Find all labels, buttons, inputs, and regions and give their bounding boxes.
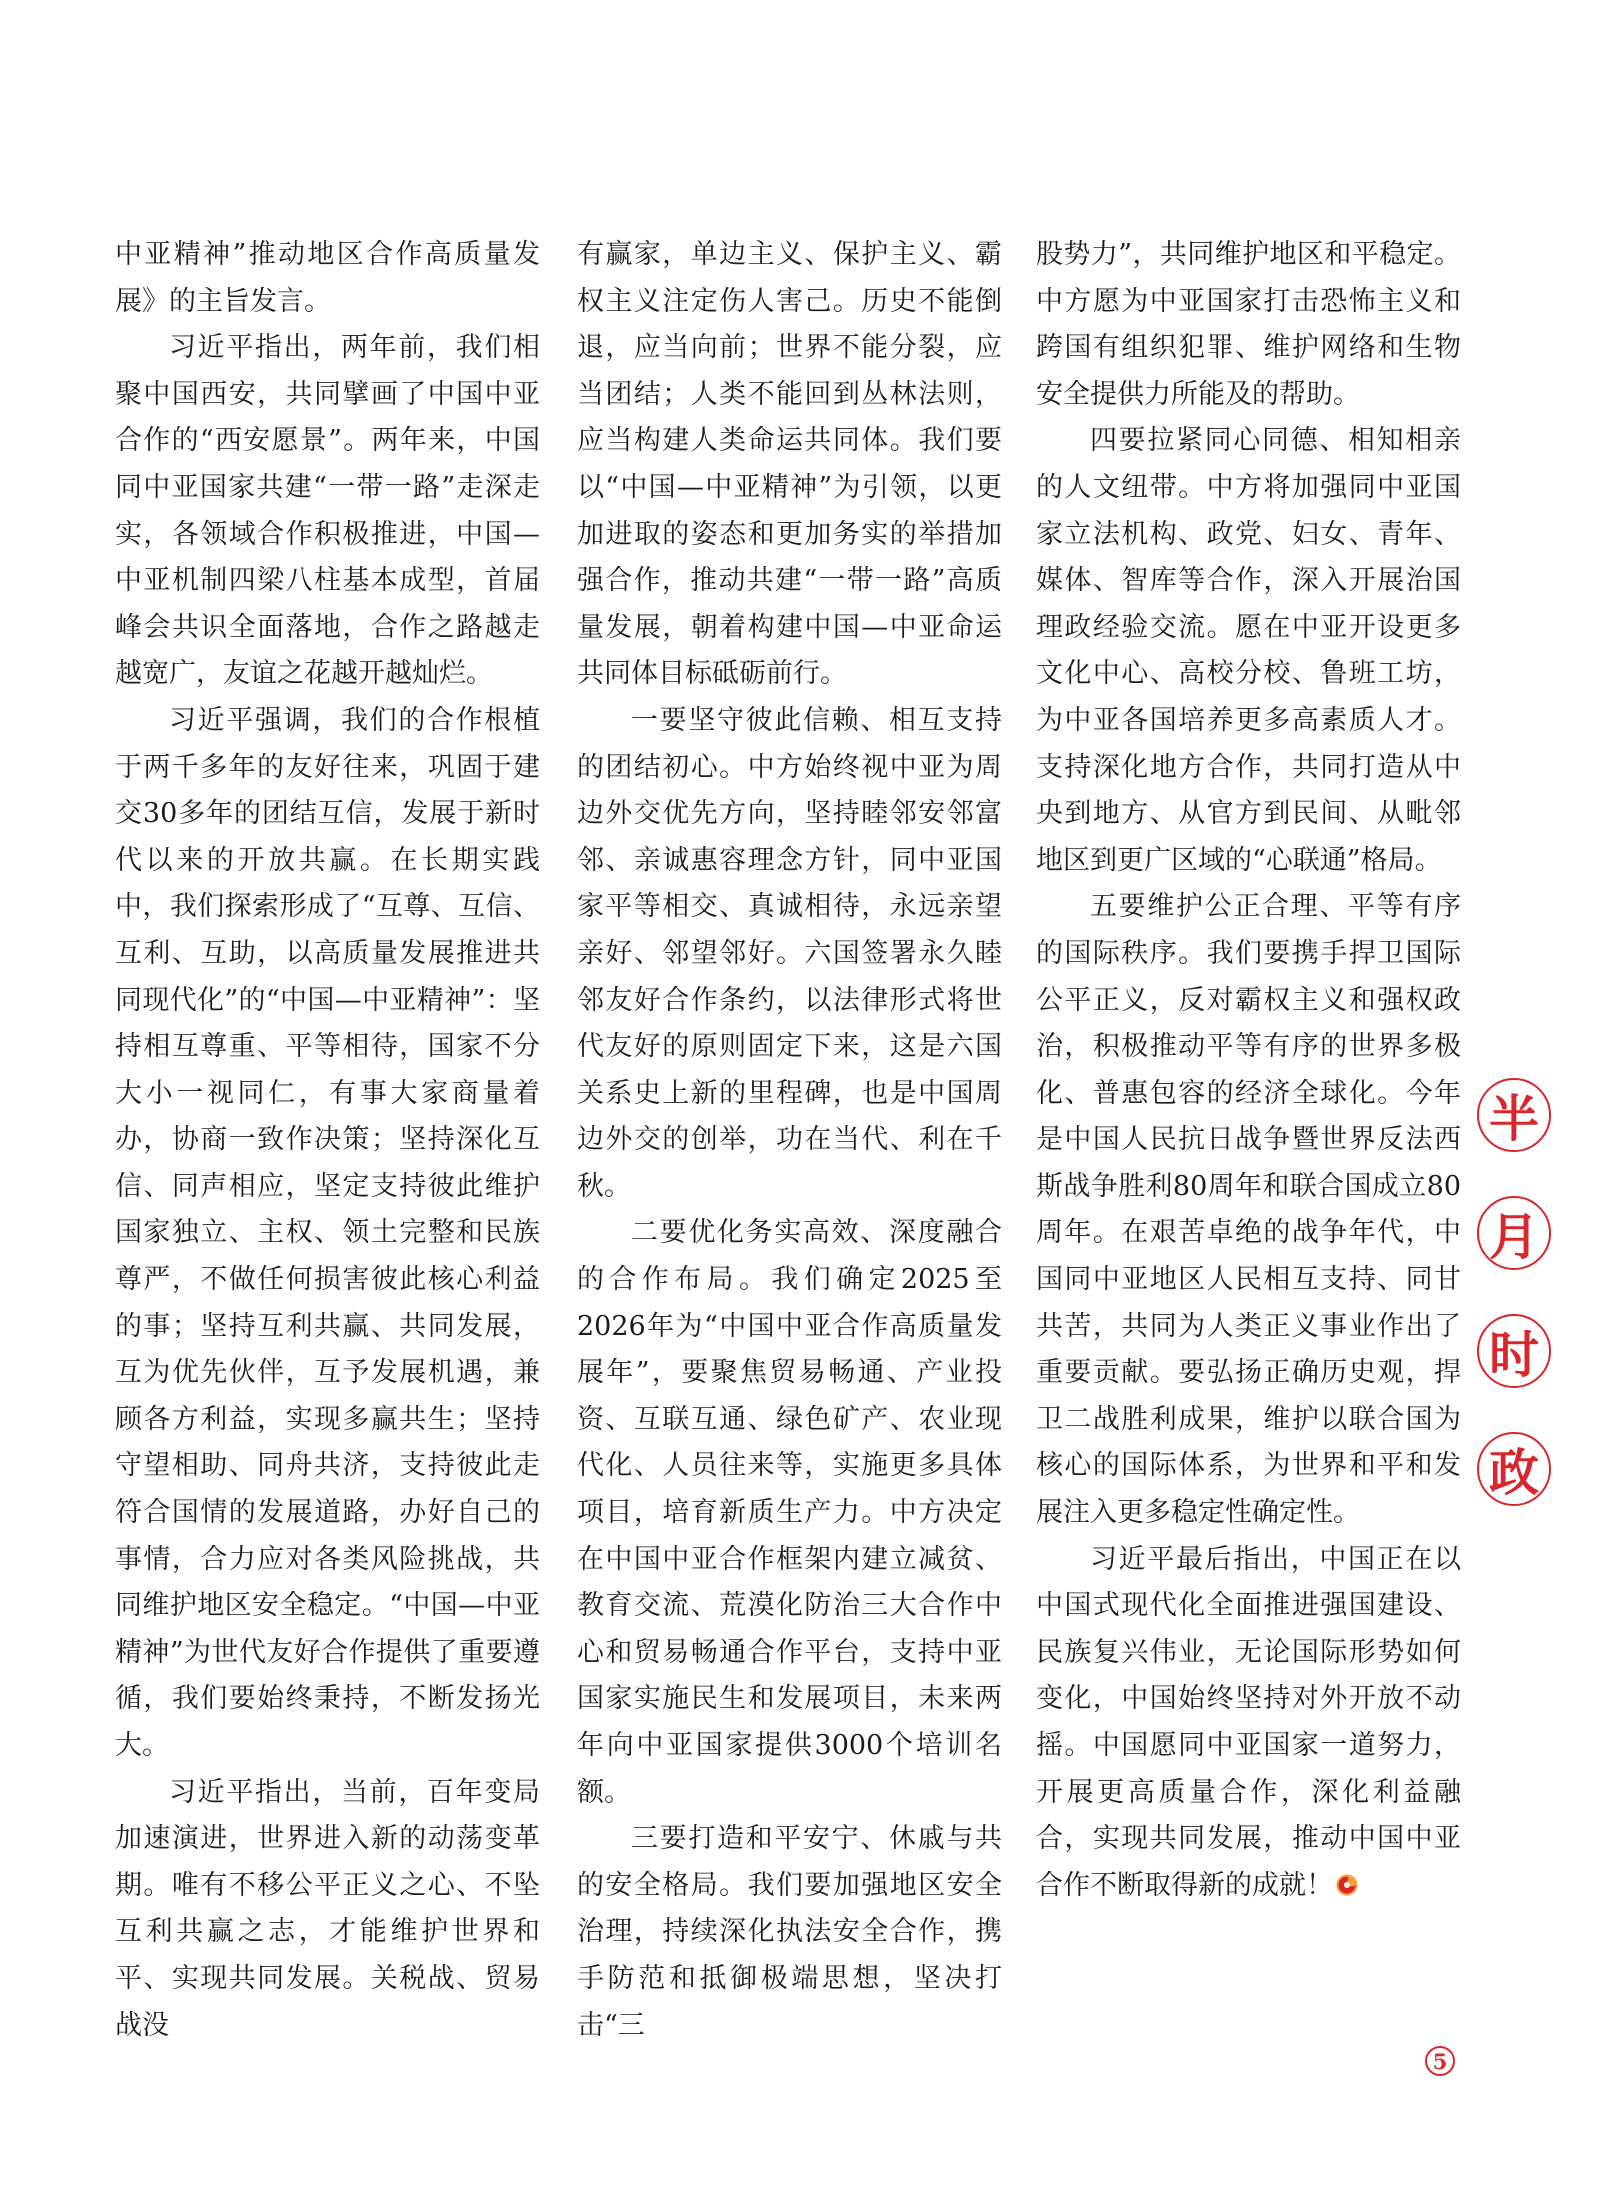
page-number: 5	[1425, 2046, 1455, 2076]
paragraph: 四要拉紧同心同德、相知相亲的人文纽带。中方将加强同中亚国家立法机构、政党、妇女、青年、媒体、智库等合作，深入开展治国理政经验交流。愿在中亚开设更多文化中心、高校分校、鲁班工坊，为中亚各国培养更多高素质人才。支持深化地方合作，共同打造从中央到地方、从官方到民间、从毗邻地区到更广区域的“心联通”格局。	[1036, 425, 1461, 876]
paragraph: 习近平强调，我们的合作根植于两千多年的友好往来，巩固于建交30多年的团结互信，发展于新时代以来的开放共赢。在长期实践中，我们探索形成了“互尊、互信、互利、互助，以高质量发展推进共同现代化”的“中国—中亚精神”：坚持相互尊重、平等相待，国家不分大小一视同仁，有事大家商量着办，协商一致作决策；坚持深化互信、同声相应，坚定支持彼此维护国家独立、主权、领土完整和民族尊严，不做任何损害彼此核心利益的事；坚持互利共赢、共同发展，互为优先伙伴，互予发展机遇，兼顾各方利益，实现多赢共生；坚持守望相助、同舟共济，支持彼此走符合国情的发展道路，办好自己的事情，合力应对各类风险挑战，共同维护地区安全稳定。“中国—中亚精神”为世代友好合作提供了重要遵循，我们要始终秉持，不断发扬光大。	[115, 704, 540, 1761]
article-column-3	[1036, 232, 1461, 1909]
article-column-1	[115, 232, 540, 2049]
column-title-char-3: 时	[1477, 1314, 1551, 1388]
paragraph	[1036, 1537, 1461, 1910]
paragraph: 二要优化务实高效、深度融合的合作布局。我们确定2025至2026年为“中国中亚合作高质量发展年”，要聚焦贸易畅通、产业投资、互联互通、绿色矿产、农业现代化、人员往来等，实施更多具体项目，培育新质生产力。中方决定在中国中亚合作框架内建立减贫、教育交流、荒漠化防治三大合作中心和贸易畅通合作平台，支持中亚国家实施民生和发展项目，未来两年向中亚国家提供3000个培训名额。	[577, 1217, 1002, 1808]
paragraph: 五要维护公正合理、平等有序的国际秩序。我们要携手捍卫国际公平正义，反对霸权主义和强权政治，积极推动平等有序的世界多极化、普惠包容的经济全球化。今年是中国人民抗日战争暨世界反法西斯战争胜利80周年和联合国成立80周年。在艰苦卓绝的战争年代，中国同中亚地区人民相互支持、同甘共苦，共同为人类正义事业作出了重要贡献。要弘扬正确历史观，捍卫二战胜利成果，维护以联合国为核心的国际体系，为世界和平和发展注入更多稳定性确定性。	[1036, 891, 1461, 1529]
paragraph: 习近平指出，当前，百年变局加速演进，世界进入新的动荡变革期。唯有不移公平正义之心、不坠互利共赢之志，才能维护世界和平、实现共同发展。关税战、贸易战没	[115, 1776, 540, 2041]
paragraph: 习近平指出，两年前，我们相聚中国西安，共同擘画了中国中亚合作的“西安愿景”。两年来，中国同中亚国家共建“一带一路”走深走实，各领域合作积极推进，中国—中亚机制四梁八柱基本成型，首届峰会共识全面落地，合作之路越走越宽广，友谊之花越开越灿烂。	[115, 332, 540, 690]
paragraph: 一要坚守彼此信赖、相互支持的团结初心。中方始终视中亚为周边外交优先方向，坚持睦邻安邻富邻、亲诚惠容理念方针，同中亚国家平等相交、真诚相待，永远亲望亲好、邻望邻好。六国签署永久睦邻友好合作条约，以法律形式将世代友好的原则固定下来，这是六国关系史上新的里程碑，也是中国周边外交的创举，功在当代、利在千秋。	[577, 704, 1002, 1202]
paragraph: 有赢家，单边主义、保护主义、霸权主义注定伤人害己。历史不能倒退，应当向前；世界不能分裂，应当团结；人类不能回到丛林法则，应当构建人类命运共同体。我们要以“中国—中亚精神”为引领，以更加进取的姿态和更加务实的举措加强合作，推动共建“一带一路”高质量发展，朝着构建中国—中亚命运共同体目标砥砺前行。	[577, 239, 1002, 690]
column-title-char-1: 半	[1477, 1078, 1551, 1152]
column-title-char-2: 月	[1477, 1196, 1551, 1270]
article-column-2	[577, 232, 1002, 2049]
paragraph: 中亚精神”推动地区合作高质量发展》的主旨发言。	[115, 239, 540, 317]
end-mark-icon	[1335, 1873, 1359, 1897]
paragraph: 股势力”，共同维护地区和平稳定。中方愿为中亚国家打击恐怖主义和跨国有组织犯罪、维护网络和生物安全提供力所能及的帮助。	[1036, 239, 1461, 410]
paragraph-text: 习近平最后指出，中国正在以中国式现代化全面推进强国建设、民族复兴伟业，无论国际形势如何变化，中国始终坚持对外开放不动摇。中国愿同中亚国家一道努力，开展更高质量合作，深化利益融合，实现共同发展，推动中国中亚合作不断取得新的成就！	[1036, 1543, 1461, 1901]
paragraph: 三要打造和平安宁、休戚与共的安全格局。我们要加强地区安全治理，持续深化执法安全合作，携手防范和抵御极端思想，坚决打击“三	[577, 1823, 1002, 2041]
column-title-char-4: 政	[1477, 1432, 1551, 1506]
